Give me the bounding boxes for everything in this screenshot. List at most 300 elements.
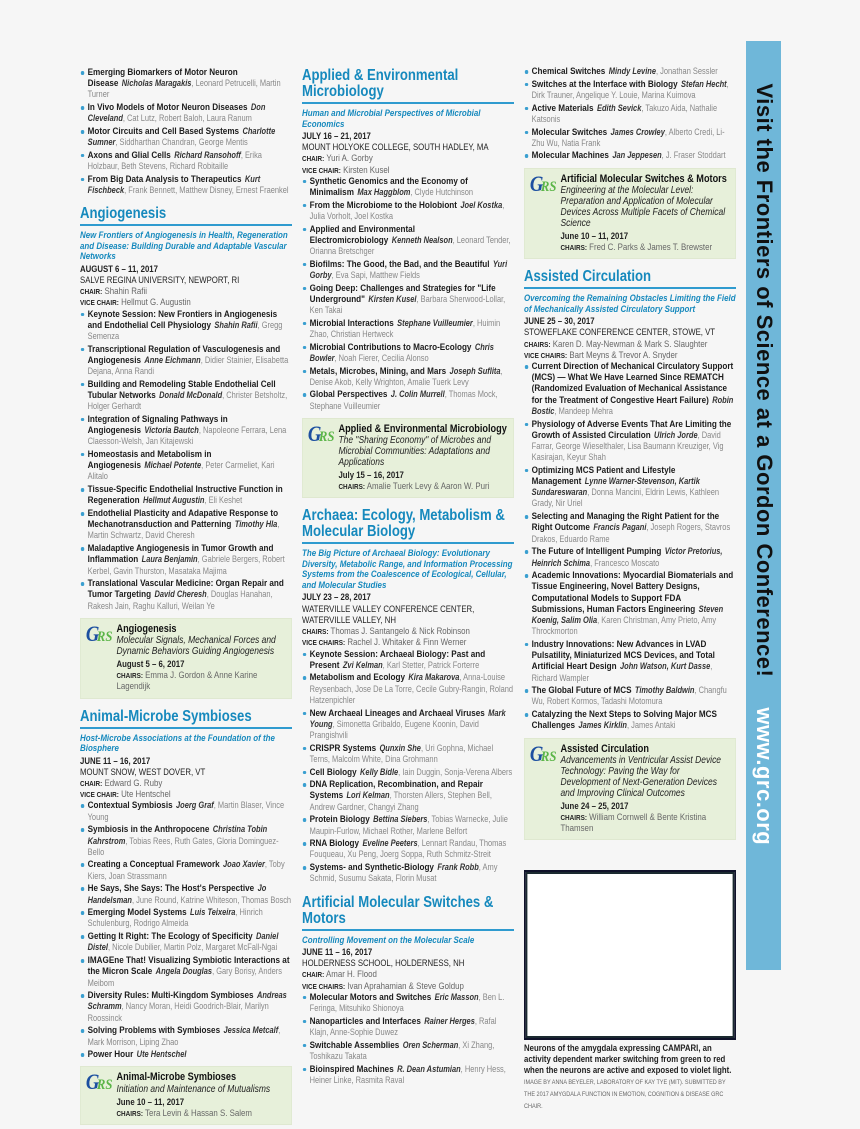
session-item [524,66,736,77]
conference-location: SALVE REGINA UNIVERSITY, NEWPORT, RI [80,274,240,285]
session-speakers: , Leonard Petrucelli, Martin Turner [87,78,281,100]
session-title: Active Materials [531,102,594,114]
conference-chair [302,165,514,176]
grs-subtitle: Engineering at the Molecular Level: Preparation and Application of Molecular Devices Across Multiple Facets of Chemical Science [560,184,726,229]
session-lead-speaker: Donald McDonald [159,389,223,400]
session-lead-speaker: Shahin Rafii [214,319,258,330]
chair-label: CHAIRS: [338,482,365,492]
session-speakers: , Siddharthan Chandran, George Mentis [115,137,248,148]
session-title: Applied and Environmental Electromicrobiology [309,223,415,246]
session-speakers: , Jonathan Sessler [655,66,718,76]
session-title: Nanoparticles and Interfaces [309,1015,421,1027]
session-speakers: , Gary Borisy, Anders Meibom [87,966,282,988]
session-lead-speaker: Victoria Bautch [144,425,199,436]
session-speakers: , David Farrar, George Wieselthaler, Lisa Baumann Kreuziger, Vig Kasirajan, Keyur Shah [531,429,724,463]
session-speakers: , Thomas Mock, Stephane Vuilleumier [309,389,498,411]
conference-date: AUGUST 6 – 11, 2017 [80,263,158,274]
chair-names: Shahin Rafii [104,286,147,297]
session-title: Global Perspectives [309,389,388,401]
chair-names: Yuri A. Gorby [326,153,373,164]
session-lead-speaker: Stephane Vuilleumier [397,317,473,328]
grs-title: Artificial Molecular Switches & Motors [560,172,727,185]
grs-box [524,738,736,841]
session-speakers: , Thorsten Allers, Stephen Bell, Andrew Gardner, Changyi Zhang [309,790,492,812]
session-title: Metabolism and Ecology [309,672,406,684]
chair-names: Thomas J. Santangelo & Nick Robinson [330,626,470,637]
session-title: Keynote Session: Archaeal Biology: Past and Present [309,648,486,671]
chair-names: Emma J. Gordon & Anne Karine Lagendijk [116,670,258,692]
session-lead-speaker: Michael Potente [144,460,202,471]
session-lead-speaker: Nicholas Maragakis [121,78,192,89]
conference-date: JUNE 25 – 30, 2017 [524,316,595,327]
session-title: Microbial Interactions [309,317,394,329]
session-title: Tissue-Specific Endothelial Instructive Function in Regeneration [87,484,283,507]
session-speakers: , Leonard Tender, Orianna Bretschger [309,234,511,257]
session-lead-speaker: Stefan Hecht [681,78,727,89]
session-title: Physiology of Adverse Events That Are Limiting the Growth of Assisted Circulation [531,418,732,441]
grs-chairs [338,481,508,492]
chair-names: Tera Levin & Hassan S. Salem [145,1107,252,1118]
session-speakers: , Erika Holzbaur, Beth Stevens, Richard Robitaille [87,149,262,172]
conference-chair [80,297,292,308]
chair-label: CHAIR: [302,970,325,980]
conference-section [302,68,514,176]
grs-title: Applied & Environmental Microbiology [338,422,507,435]
session-speakers: , Karen Christman, Amy Prieto, Amy Throckmorton [531,615,717,637]
session-lead-speaker: Joel Kostka [460,199,503,210]
conference-section [80,206,292,308]
session-item [302,1016,514,1038]
session-title: Bioinspired Machines [309,1063,394,1075]
grs-box [524,168,736,260]
session-lead-speaker: Mindy Levine [608,66,656,76]
session-speakers: , Martin Blaser, Vince Young [87,800,285,822]
session-speakers: , Henry Hess, Heiner Linke, Rasmita Raval [309,1063,506,1085]
session-lead-speaker: Kelly Bidle [360,766,399,777]
session-item [80,126,292,148]
conference-subtitle: Controlling Movement on the Molecular Scale [302,933,475,945]
session-item [302,649,514,671]
grs-logo-icon: GRS [307,420,335,446]
session-lead-speaker: Kira Makarova [408,672,460,683]
session-item [80,990,292,1024]
grs-title: Angiogenesis [116,622,177,635]
grs-box [80,1066,292,1125]
grs-logo-icon: GRS [529,170,557,196]
session-speakers: , Simonetta Gribaldo, Eugene Koonin, David Prangishvili [309,718,479,740]
session-lead-speaker: Kenneth Nealson [391,234,453,245]
session-item [302,862,514,884]
session-title: Integration of Signaling Pathways in Angiogenesis [87,413,228,437]
session-title: Molecular Machines [531,150,609,162]
session-lead-speaker: Edith Sevick [596,102,642,113]
session-lead-speaker: Kirsten Kusel [368,293,417,304]
session-title: In Vivo Models of Motor Neuron Diseases [87,102,248,114]
session-title: Solving Problems with Symbioses [87,1025,221,1037]
conference-chair [302,153,514,164]
session-item [302,318,514,340]
session-item [524,103,736,125]
conference-section [80,709,292,801]
conference-title: Archaea: Ecology, Metabolism & Molecular Biology [302,508,514,544]
session-title: Protein Biology [309,814,370,826]
chair-names: Rachel J. Whitaker & Finn Werner [347,637,467,648]
session-speakers: , James Antaki [626,720,676,731]
conference-section [302,895,514,992]
session-item [80,1049,292,1060]
session-title: The Future of Intelligent Pumping [531,546,662,558]
chair-label: CHAIRS: [116,671,143,681]
session-lead-speaker: Eric Masson [434,991,479,1002]
session-lead-speaker: Eveline Peeters [362,838,418,849]
session-lead-speaker: Chris Bowler [309,341,494,363]
conference-date: JULY 23 – 28, 2017 [302,592,371,603]
chair-label: VICE CHAIR: [80,298,119,308]
session-lead-speaker: Frank Robb [437,862,479,873]
grs-logo-icon: GRS [85,1069,113,1095]
session-title: DNA Replication, Recombination, and Repair Systems [309,779,483,802]
grs-logo-icon: GRS [529,740,557,766]
session-lead-speaker: Joerg Graf [176,800,214,811]
session-speakers: , Ben L. Feringa, Mitsuhiko Shionoya [309,991,505,1014]
session-title: Industry Innovations: New Advances in LVAD Pulsatility, Miniaturized MCS Devices, and Total Artificial Heart Design [531,638,715,673]
session-lead-speaker: Jan Jeppesen [612,150,662,161]
grs-chairs [560,242,730,253]
session-lead-speaker: Timothy Baldwin [634,685,695,696]
session-title: Emerging Biomarkers of Motor Neuron Disease [87,67,238,90]
conference-section [302,508,514,648]
session-title: New Archaeal Lineages and Archaeal Viruses [309,707,485,719]
session-item [524,639,736,684]
session-speakers: , Gabriele Bergers, Robert Kerbel, Gavin Thurston, Masataka Majima [87,554,285,576]
session-item [302,767,514,778]
conference-title: Animal-Microbe Symbioses [80,709,292,729]
conference-location: STOWEFLAKE CONFERENCE CENTER, STOWE, VT [524,327,716,338]
session-title: Switchable Assemblies [309,1039,400,1051]
session-speakers: , Douglas Hanahan, Rakesh Jain, Raghu Kalluri, Weilan Ye [87,589,273,611]
conference-date: JULY 16 – 21, 2017 [302,131,371,141]
image-credit: IMAGE BY ANNA BEYELER, LABORATORY OF KAY TYE (MIT). SUBMITTED BY THE 2017 AMYGDALA FUNCTION IN EMOTION, COGNITION & DISEASE GRC CHAIR. [524,1079,726,1111]
session-lead-speaker: Bettina Siebers [373,814,428,825]
grs-date: July 15 – 16, 2017 [338,470,404,481]
session-item [302,779,514,813]
grs-date: August 5 – 6, 2017 [116,659,185,670]
chair-label: VICE CHAIR: [80,790,119,800]
chair-label: CHAIR: [80,287,103,297]
conference-title: Applied & Environmental Microbiology [302,68,514,104]
grs-title: Assisted Circulation [560,742,650,755]
chair-label: CHAIR: [80,779,103,789]
session-item [524,361,736,417]
column-2 [302,68,514,1088]
session-title: Chemical Switches [531,66,606,77]
session-lead-speaker: Angela Douglas [155,966,213,977]
session-title: Molecular Switches [531,126,608,138]
session-item [302,743,514,765]
session-item [80,578,292,612]
session-speakers: , Mandeep Mehra [554,405,613,416]
session-title: Getting It Right: The Ecology of Specificity [87,931,253,943]
session-lead-speaker: Lynne Warner-Stevenson, Kartik Sundareswaran [531,476,700,498]
session-item [524,465,736,510]
grs-subtitle: Molecular Signals, Mechanical Forces and Dynamic Behaviors Guiding Angiogenesis [116,635,276,658]
session-title: Selecting and Managing the Right Patient for the Right Outcome [531,511,720,534]
session-item [524,685,736,707]
session-speakers: , Francesco Moscato [590,557,660,568]
session-title: Homeostasis and Metabolism in Angiogenesis [87,448,212,472]
session-lead-speaker: Oren Scherman [402,1039,459,1050]
session-lead-speaker: Zvi Kelman [342,659,383,670]
session-item [80,543,292,577]
grs-box [80,618,292,699]
session-item [80,931,292,953]
chair-names: Kirsten Kusel [343,164,390,175]
session-speakers: , Uri Gophna, Michael Terns, Malcolm White, Dina Grohmann [309,742,494,764]
grs-date: June 10 – 11, 2017 [560,230,629,241]
conference-chair [302,626,514,637]
session-title: Maladaptive Angiogenesis in Tumor Growth and Inflammation [87,543,274,566]
session-speakers: , Denise Akob, Kelly Wrighton, Amalie Tuerk Levy [309,365,503,387]
session-item [302,283,514,317]
session-title: Axons and Glial Cells [87,149,171,161]
chair-names: Fred C. Parks & James T. Brewster [589,242,713,253]
grs-subtitle: The "Sharing Economy" of Microbes and Microbial Communities: Adaptations and Applications [338,435,492,469]
session-title: Translational Vascular Medicine: Organ Repair and Tumor Targeting [87,578,284,601]
session-item [302,838,514,860]
session-lead-speaker: Mark Young [309,707,506,729]
session-item [302,1040,514,1062]
conference-subtitle: Human and Microbial Perspectives of Microbial Economics [302,107,481,129]
session-item [80,1025,292,1047]
session-title: Biofilms: The Good, the Bad, and the Beautiful [309,258,490,270]
session-speakers: , Hinrich Schulenburg, Rodrigo Almeida [87,907,263,929]
session-lead-speaker: Luis Teixeira [190,907,236,918]
conference-subtitle: Host-Microbe Associations at the Foundation of the Biosphere [80,731,275,754]
conference-chair [302,637,514,648]
session-title: Molecular Motors and Switches [309,991,432,1003]
session-lead-speaker: J. Colin Murrell [390,389,445,400]
session-title: The Global Future of MCS [531,685,632,697]
session-title: Motor Circuits and Cell Based Systems [87,126,240,138]
session-title: CRISPR Systems [309,742,377,754]
session-lead-speaker: Lori Kelman [346,790,390,801]
session-item [80,883,292,905]
session-lead-speaker: Victor Pretorius, Heinrich Schima [531,546,723,568]
session-title: Metals, Microbes, Mining, and Mars [309,365,447,377]
session-item [80,174,292,196]
conference-date: JUNE 11 – 16, 2017 [80,755,151,766]
session-title: Switches at the Interface with Biology [531,78,678,90]
session-item [302,259,514,281]
session-speakers: , Cat Lutz, Robert Baloh, Laura Ranum [122,113,252,124]
session-lead-speaker: Robin Bostic [531,394,734,416]
session-speakers: , Anna-Louise Reysenbach, Jose De La Torre, Cecile Gubry-Rangin, Roland Hatzenpichler [309,672,514,705]
grs-date: June 24 – 25, 2017 [560,800,629,811]
session-lead-speaker: Richard Ransohoff [174,149,241,160]
banner-tagline: Visit the Frontiers of Science at a Gordon Conference! [751,83,777,677]
session-title: Academic Innovations: Myocardial Biomaterials and Tissue Engineering, Novel Battery Designs, Computational Models to Support FDA Submissions, Human Factors Engineering [531,570,734,615]
session-item [80,824,292,858]
session-item [302,992,514,1014]
session-lead-speaker: Christina Tobin Kahrstrom [87,824,268,846]
session-item [80,907,292,929]
session-item [302,1064,514,1086]
session-lead-speaker: Anne Eichmann [144,354,201,365]
session-lead-speaker: Ute Hentschel [136,1049,187,1060]
session-title: Systems- and Synthetic-Biology [309,862,434,874]
session-item [524,511,736,545]
conference-location: MOUNT HOLYOKE COLLEGE, SOUTH HADLEY, MA [302,142,489,153]
conference-section [524,269,736,361]
session-item [302,389,514,411]
chair-names: Ute Hentschel [121,789,171,800]
session-speakers: , Nicole Dubilier, Martin Polz, Margaret McFall-Ngai [107,942,278,953]
chair-names: Ivan Aprahamian & Steve Goldup [347,980,464,991]
grs-subtitle: Advancements in Ventricular Assist Device Technology: Paving the Way for Development of Next-Generation Devices and Improving Clinical Outcomes [560,754,722,799]
session-lead-speaker: Max Haggblom [357,187,411,198]
session-item [524,709,736,731]
session-lead-speaker: James Kirklin [578,720,627,731]
session-speakers: , Iain Duggin, Sonja-Verena Albers [398,766,513,777]
session-item [80,309,292,343]
session-lead-speaker: Daniel Distel [87,931,279,953]
session-lead-speaker: Rainer Herges [424,1015,475,1026]
session-item [80,800,292,822]
grc-banner [746,41,781,970]
chair-names: Edward G. Ruby [104,778,163,789]
session-speakers: , Dirk Trauner, Angelique Y. Louie, Marina Kuimova [531,78,729,100]
conference-subtitle: The Big Picture of Archaeal Biology: Evolutionary Diversity, Metabolic Range, and Information Processing Systems from the Coalescence of Ecological, Cellular, and Molecular Studies [302,547,513,590]
session-item [302,814,514,836]
session-item [80,414,292,448]
session-item [302,200,514,222]
session-item [524,127,736,149]
chair-label: CHAIRS: [524,339,551,349]
session-speakers: , Barbara Sherwood-Lollar, Ken Takai [309,293,506,316]
session-item [524,79,736,101]
session-lead-speaker: James Crowley [610,126,665,137]
session-speakers: , Didier Stainier, Elisabetta Dejana, Anna Randi [87,354,289,377]
session-lead-speaker: Charlotte Sumner [87,126,276,148]
session-speakers: , J. Fraser Stoddart [661,150,726,161]
session-title: He Says, She Says: The Host's Perspective [87,883,255,895]
session-speakers: , Lennart Randau, Thomas Fouqueau, Xu Peng, Joerg Soppa, Ruth Schmitz-Streit [309,838,507,860]
session-lead-speaker: Timothy Hla [234,519,278,530]
session-lead-speaker: Yuri Gorby [309,258,508,280]
grs-subtitle: Initiation and Maintenance of Mutualisms [116,1083,271,1095]
session-speakers: , Takuzo Aida, Nathalie Katsonis [531,102,718,124]
session-lead-speaker: Ulrich Jorde [654,429,698,440]
session-speakers: , June Round, Katrine Whiteson, Thomas Bosch [131,894,292,905]
session-item [302,224,514,258]
chair-label: VICE CHAIRS: [302,638,346,648]
session-lead-speaker: Francis Pagani [593,522,647,533]
session-lead-speaker: Hellmut Augustin [143,495,205,506]
session-item [80,150,292,172]
session-speakers: , Noah Fierer, Cecilia Alonso [334,352,429,363]
chair-label: VICE CHAIRS: [302,981,346,991]
session-title: IMAGEne That! Visualizing Symbiotic Interactions at the Micron Scale [87,955,290,978]
session-title: Endothelial Plasticity and Adapative Response to Mechanotransduction and Patterning [87,508,279,531]
session-title: Going Deep: Challenges and Strategies for "Life Underground" [309,282,496,305]
grs-chairs [116,1108,286,1119]
session-title: From Big Data Analysis to Therapeutics [87,173,242,185]
conference-chair [80,778,292,789]
session-item [302,672,514,706]
session-speakers: , Julia Vorholt, Joel Kostka [309,199,505,221]
session-speakers: , Karl Stetter, Patrick Forterre [382,659,480,670]
session-speakers: , Peter Carmeliet, Kari Alitalo [87,460,275,482]
chair-label: VICE CHAIR: [302,165,341,175]
session-item [524,150,736,161]
session-lead-speaker: Laura Benjamin [141,554,198,565]
session-speakers: , Donna Mancini, Eldrin Lewis, Kathleen Grady, Nir Uriel [531,487,720,509]
banner-text [751,41,777,970]
session-lead-speaker: John Watson, Kurt Dasse [620,661,711,672]
session-lead-speaker: Joao Xavier [223,859,265,870]
session-title: Catalyzing the Next Steps to Solving Major MCS Challenges [531,709,717,732]
session-item [302,366,514,388]
session-speakers: , Changfu Wu, Robert Kormos, Tadashi Motomura [531,685,727,707]
session-title: From the Microbiome to the Holobiont [309,199,457,211]
session-item [80,67,292,101]
session-item [302,708,514,742]
conference-title: Artificial Molecular Switches & Motors [302,895,514,931]
chair-label: CHAIRS: [560,812,587,822]
session-item [80,484,292,506]
session-speakers: , Amy Schmid, Susumu Sakata, Florin Musat [309,862,498,884]
session-speakers: , Napoleone Ferrara, Lena Claesson-Welsh, Jan Kitajewski [87,425,287,447]
session-speakers: , Joseph Rogers, Stavros Drakos, Eduardo Rame [531,522,731,544]
chair-label: CHAIRS: [560,243,587,253]
session-title: Power Hour [87,1049,134,1061]
chair-names: Bart Meyns & Trevor A. Snyder [569,349,678,360]
session-speakers: , Xi Zhang, Toshikazu Takata [309,1039,495,1061]
chair-names: Amalie Tuerk Levy & Aaron W. Puri [366,481,490,492]
conference-subtitle: New Frontiers of Angiogenesis in Health, Regeneration and Disease: Building Durable and Adaptable Vascular Networks [80,229,288,262]
grs-chairs [116,670,286,692]
session-lead-speaker: David Cheresh [154,589,207,600]
conference-chair [80,286,292,297]
conference-location: MOUNT SNOW, WEST DOVER, VT [80,766,206,777]
conference-location: WATERVILLE VALLEY CONFERENCE CENTER, WATERVILLE VALLEY, NH [302,603,475,625]
session-speakers: , Martin Schwartz, David Cheresh [87,519,280,541]
conference-chair [524,350,736,361]
chair-names: Amar H. Flood [326,969,377,980]
session-lead-speaker: Steven Koenig, Salim Olia [531,603,724,626]
neuron-image [524,870,736,1040]
conference-title: Angiogenesis [80,206,292,226]
session-item [80,102,292,124]
chair-label: VICE CHAIRS: [524,350,568,360]
session-lead-speaker: Qunxin She [379,742,421,753]
chair-label: CHAIRS: [116,1108,143,1118]
conference-location: HOLDERNESS SCHOOL, HOLDERNESS, NH [302,958,465,969]
session-item [524,570,736,637]
session-speakers: , Gregg Semenza [87,319,283,341]
session-lead-speaker: Don Cleveland [87,102,266,124]
conference-chair [524,339,736,350]
session-lead-speaker: R. Dean Astumian [397,1063,461,1074]
caption-text: Neurons of the amygdala expressing CAMPARI, an activity dependent marker switching from green to red when the neurons are active and exposed to violet light. [524,1043,732,1076]
session-speakers: , Christer Betsholtz, Holger Gerhardt [87,389,288,412]
session-speakers: , Tobias Rees, Ruth Gates, Gloria Dominguez-Bello [87,835,279,857]
session-item [524,546,736,568]
session-speakers: , Tobias Warnecke, Julie Maupin-Furlow, Michael Rother, Marlene Belfort [309,814,508,836]
conference-date: JUNE 11 – 16, 2017 [302,947,373,958]
banner-url-link[interactable]: www.grc.org [751,706,777,845]
session-item [524,419,736,464]
